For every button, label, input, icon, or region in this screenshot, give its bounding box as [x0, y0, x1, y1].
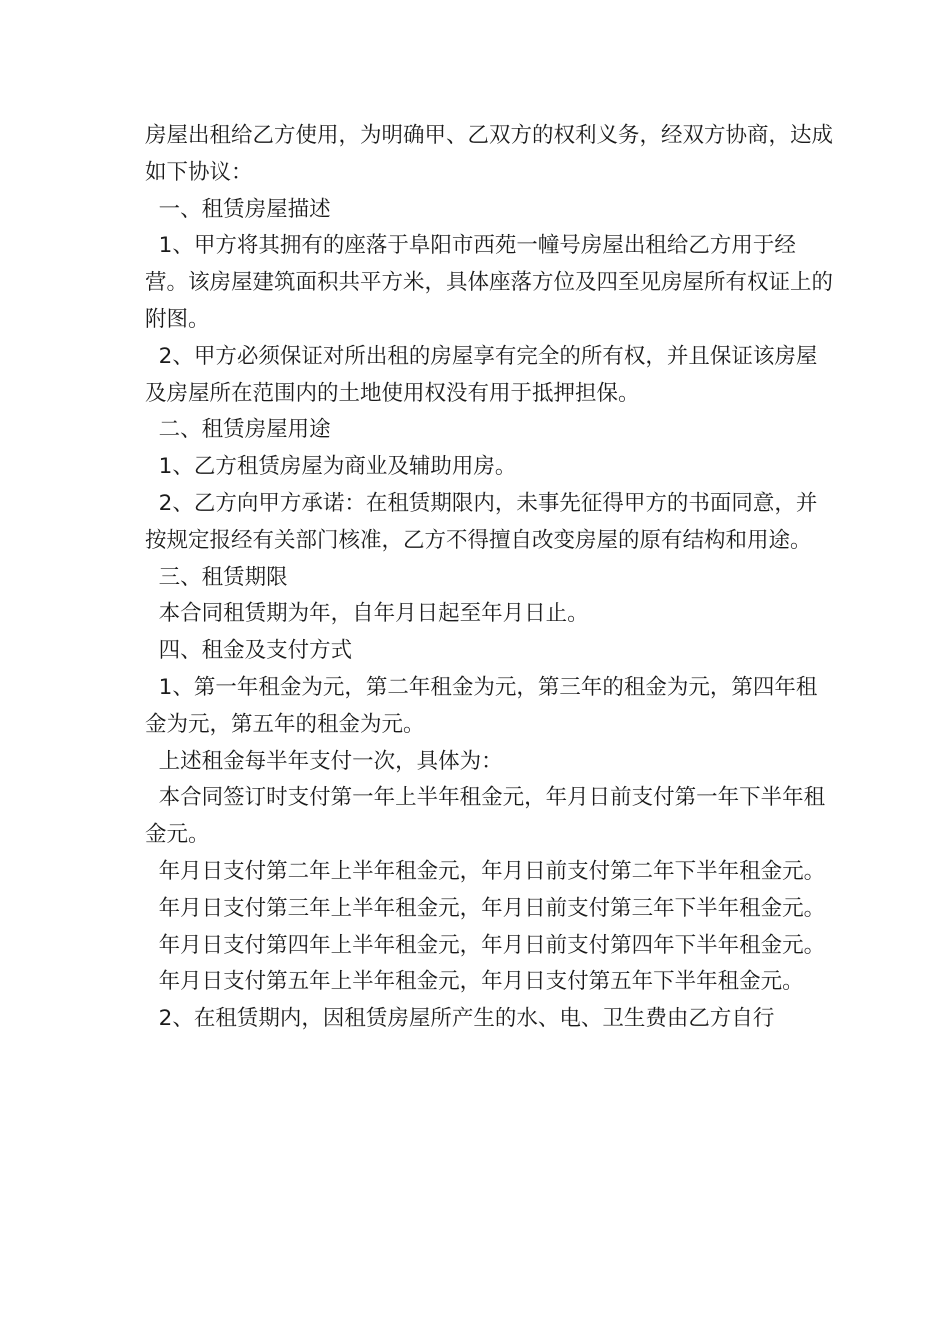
section-heading-3: 三、租赁期限 [145, 564, 288, 590]
paragraph-4-year-4: 年月日支付第四年上半年租金元，年月日前支付第四年下半年租金元。 [145, 932, 826, 958]
paragraph-4-year-3: 年月日支付第三年上半年租金元，年月日前支付第三年下半年租金元。 [145, 895, 826, 921]
paragraph-intro: 房屋出租给乙方使用，为明确甲、乙双方的权利义务，经双方协商，达成如下协议： [145, 123, 834, 185]
paragraph-3-1: 本合同租赁期为年，自年月日起至年月日止。 [145, 601, 589, 627]
paragraph-1-1: 1、甲方将其拥有的座落于阜阳市西苑一幢号房屋出租给乙方用于经营。该房屋建筑面积共平方米，具体座落方位及四至见房屋所有权证上的附图。 [145, 233, 834, 332]
paragraph-1-2: 2、甲方必须保证对所出租的房屋享有完全的所有权，并且保证该房屋及房屋所在范围内的土地使用权没有用于抵押担保。 [145, 343, 818, 406]
paragraph-4-1: 1、第一年租金为元，第二年租金为元，第三年的租金为元，第四年租金为元，第五年的租金为元。 [145, 674, 818, 737]
paragraph-4-year-1: 本合同签订时支付第一年上半年租金元，年月日前支付第一年下半年租金元。 [145, 785, 826, 848]
section-heading-1: 一、租赁房屋描述 [145, 196, 331, 222]
paragraph-4-2: 2、在租赁期内，因租赁房屋所产生的水、电、卫生费由乙方自行 [145, 1006, 775, 1032]
section-heading-2: 二、租赁房屋用途 [145, 417, 331, 443]
section-heading-4: 四、租金及支付方式 [145, 638, 353, 664]
paragraph-4-schedule-intro: 上述租金每半年支付一次，具体为： [145, 748, 503, 774]
paragraph-4-year-5: 年月日支付第五年上半年租金元，年月日支付第五年下半年租金元。 [145, 969, 804, 995]
paragraph-4-year-2: 年月日支付第二年上半年租金元，年月日前支付第二年下半年租金元。 [145, 858, 826, 884]
document-body [145, 118, 835, 1038]
paragraph-2-2: 2、乙方向甲方承诺：在租赁期限内，未事先征得甲方的书面同意，并按规定报经有关部门核准，乙方不得擅自改变房屋的原有结构和用途。 [145, 490, 818, 553]
paragraph-2-1: 1、乙方租赁房屋为商业及辅助用房。 [145, 454, 517, 480]
